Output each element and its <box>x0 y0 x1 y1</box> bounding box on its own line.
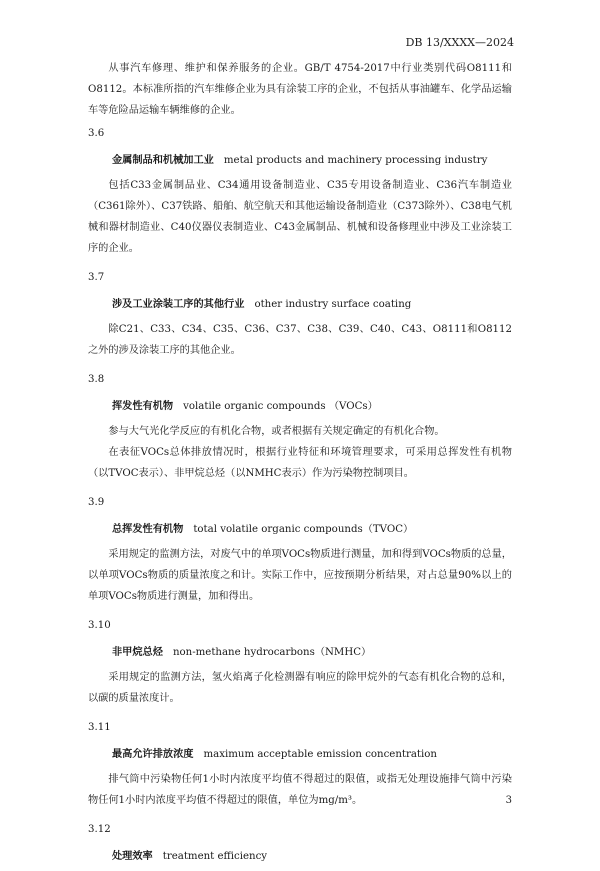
document-id-header: DB 13/XXXX—2024 <box>405 36 514 49</box>
definition-paragraph: 参与大气光化学反应的有机化合物，或者根据有关规定确定的有机化合物。 <box>108 426 445 437</box>
definition-paragraph: 包括C33金属制品业、C34通用设备制造业、C35专用设备制造业、C36汽车制造业（C361除外）、C37铁路、船舶、航空航天和其他运输设备制造业（C373除外）、C38电气机械和器材制造业、C40仪器仪表制造业、C43金属制品、机械和设备修理业中涉及工业涂装工序的企业。 <box>88 180 512 254</box>
term-chinese: 涉及工业涂装工序的其他行业 <box>112 299 245 310</box>
section-number: 3.8 <box>88 374 105 385</box>
term-heading <box>112 294 512 315</box>
term-english: other industry surface coating <box>254 299 412 310</box>
term-english: metal products and machinery processing industry <box>223 155 488 166</box>
sections-container <box>88 123 512 867</box>
term-chinese: 总挥发性有机物 <box>112 524 184 535</box>
section-number: 3.12 <box>88 824 111 835</box>
term-english: treatment efficiency <box>162 851 268 862</box>
term-chinese: 金属制品和机械加工业 <box>112 155 214 166</box>
section-number: 3.9 <box>88 497 105 508</box>
term-chinese: 挥发性有机物 <box>112 401 174 412</box>
section-number: 3.6 <box>88 128 105 139</box>
term-heading <box>112 150 512 171</box>
term-heading <box>112 519 512 540</box>
intro-paragraph: 从事汽车修理、维护和保养服务的企业。GB/T 4754-2017中行业类别代码O8111和O8112。本标准所指的汽车维修企业为具有涂装工序的企业，不包括从事油罐车、化学品运输车等危险品运输车辆维修的企业。 <box>88 63 512 116</box>
term-heading <box>112 744 512 765</box>
section-number: 3.10 <box>88 620 111 631</box>
term-heading <box>112 642 512 663</box>
term-english: total volatile organic compounds（TVOC） <box>193 524 414 535</box>
page-number: 3 <box>505 795 512 806</box>
term-english: maximum acceptable emission concentration <box>203 749 437 760</box>
term-chinese: 最高允许排放浓度 <box>112 749 194 760</box>
definition-paragraph: 排气筒中污染物任何1小时内浓度平均值不得超过的限值，或指无处理设施排气筒中污染物任何1小时内浓度平均值不得超过的限值，单位为mg/m³。 <box>88 774 512 806</box>
term-english: volatile organic compounds （VOCs） <box>183 401 378 412</box>
section-number: 3.11 <box>88 722 111 733</box>
term-heading <box>112 396 512 417</box>
section-number: 3.7 <box>88 272 105 283</box>
definition-paragraph: 除C21、C33、C34、C35、C36、C37、C38、C39、C40、C43、O8111和O8112之外的涉及涂装工序的其他企业。 <box>88 324 512 356</box>
term-english: non-methane hydrocarbons（NMHC） <box>172 647 372 658</box>
term-chinese: 处理效率 <box>112 851 153 862</box>
definition-paragraph: 采用规定的监测方法，氢火焰离子化检测器有响应的除甲烷外的气态有机化合物的总和，以碳的质量浓度计。 <box>88 672 512 704</box>
term-chinese: 非甲烷总烃 <box>112 647 163 658</box>
term-heading <box>112 846 512 867</box>
definition-paragraph: 采用规定的监测方法，对废气中的单项VOCs物质进行测量，加和得到VOCs物质的总量，以单项VOCs物质的质量浓度之和计。实际工作中，应按预期分析结果，对占总量90%以上的单项VOCs物质进行测量，加和得出。 <box>88 549 512 602</box>
document-body <box>88 58 512 871</box>
definition-paragraph: 在表征VOCs总体排放情况时，根据行业特征和环境管理要求，可采用总挥发性有机物（以TVOC表示）、非甲烷总烃（以NMHC表示）作为污染物控制项目。 <box>88 447 512 479</box>
